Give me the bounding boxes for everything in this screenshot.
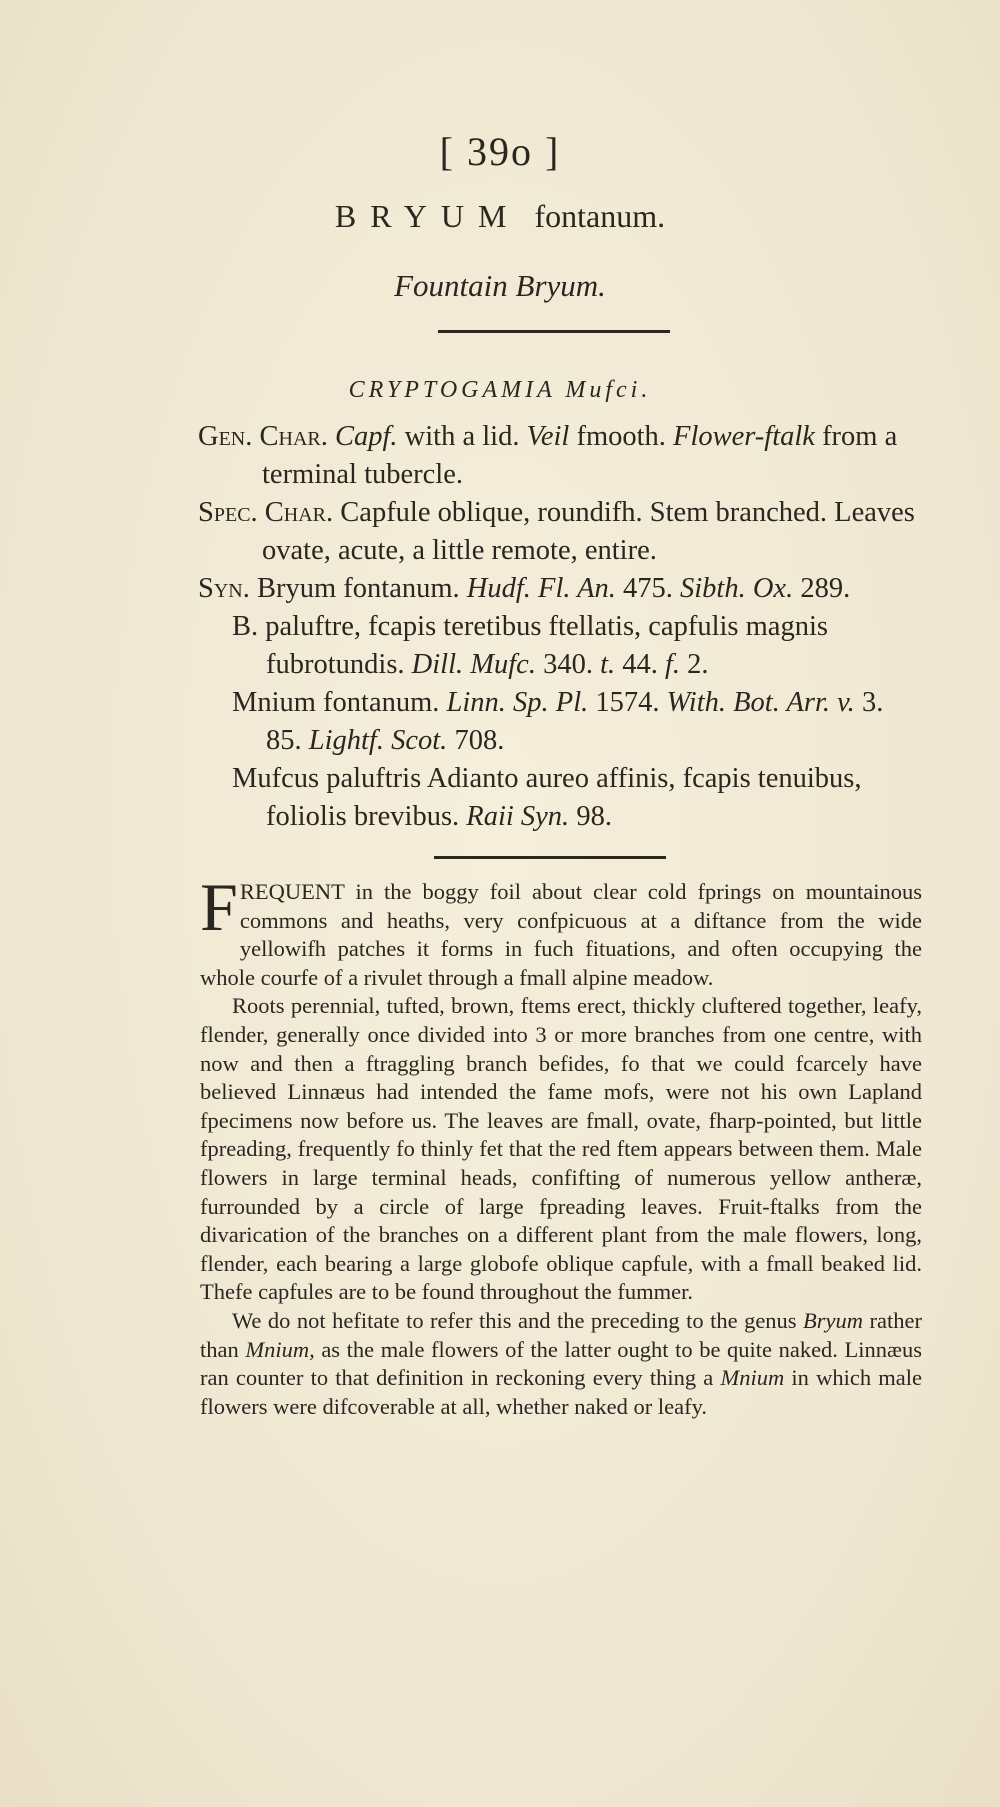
synonym-linnaeus: Mnium fontanum. Linn. Sp. Pl. 1574. With. Bot. Arr. v. 3. 85. Lightf. Scot. 708. xyxy=(232,687,884,756)
synonym-ray: Mufcus paluftris Adianto aureo affinis, fcapis tenuibus, foliolis brevibus. Raii Syn. 98. xyxy=(232,763,862,832)
paragraph-description: Roots perennial, tufted, brown, ftems erect, thickly cluftered together, leafy, flender, generally once divided into 3 or more branches from one centre, with now and then a ftraggling branch befides, fo that we could fcarcely have believed Linnæus had intended the fame mofs, were not his own Lapland fpecimens now before us. The leaves are fmall, ovate, fharp-pointed, but little fpreading, frequently fo thinly fet that the red ftem appears between them. Male flowers in large terminal heads, confifting of numerous yellow antheræ, furrounded by a circle of large fpreading leaves. Fruit-ftalks from the divarication of the branches on a different plant from the male flowers, long, flender, each bearing a large globofe oblique capfule, with a fmall beaked lid. Thefe capfules are to be found throughout the fummer. xyxy=(200,993,922,1305)
classification: CRYPTOGAMIA Mufci. xyxy=(348,377,652,403)
description-body xyxy=(200,869,923,1421)
divider-rule-top xyxy=(438,330,670,333)
species-epithet: fontanum. xyxy=(534,198,666,234)
page-number: [ 39o ] xyxy=(439,129,561,174)
drop-cap: F xyxy=(200,869,238,945)
paragraph-remarks: We do not hefitate to refer this and the preceding to the genus Bryum rather than Mnium, as the male flowers of the latter ought to be quite naked. Linnæus ran counter to that definition in reckoning every thing a Mnium in which male flowers were difcoverable at all, whether naked or leafy. xyxy=(200,1307,923,1419)
synonym-hudson: Syn. Bryum fontanum. Hudf. Fl. An. 475. Sibth. Ox. 289. xyxy=(198,573,851,604)
synonym-dillenius: B. paluftre, fcapis teretibus ftellatis, capfulis magnis fubrotundis. Dill. Mufc. 340. t. 44. f. 2. xyxy=(232,611,828,680)
common-name: Fountain Bryum. xyxy=(394,268,606,303)
species-title xyxy=(0,198,1000,235)
characters-block xyxy=(198,418,926,836)
generic-character: Gen. Char. Capf. with a lid. Veil fmooth. Flower-ftalk from a terminal tubercle. xyxy=(198,421,898,490)
genus-name: BRYUM xyxy=(334,198,521,234)
divider-rule-middle xyxy=(434,856,666,859)
specific-character: Spec. Char. Capfule oblique, roundifh. Stem branched. Leaves ovate, acute, a little remote, entire. xyxy=(198,497,915,566)
paragraph-habitat: FREQUENT in the boggy foil about clear cold fprings on mountainous commons and heaths, very confpicuous at a diftance from the wide yellowifh patches it forms in fuch fituations, and often occupying the whole courfe of a rivulet through a fmall alpine meadow. xyxy=(200,869,923,990)
